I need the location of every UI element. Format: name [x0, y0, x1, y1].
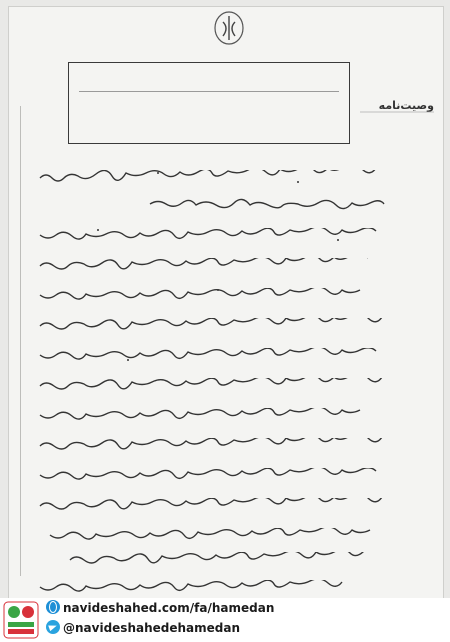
handwriting-line-9 [38, 408, 440, 422]
handwriting-line-3 [38, 228, 436, 242]
site-url[interactable] [46, 600, 274, 615]
letterhead-box [68, 62, 350, 144]
handwriting-line-1 [38, 170, 442, 184]
site-logo [2, 600, 40, 640]
site-url-text[interactable]: navideshahed.com/fa/hamedan [63, 601, 275, 615]
site-footer [0, 598, 450, 642]
handwriting-line-2 [148, 196, 438, 210]
telegram-icon [46, 620, 60, 634]
handwriting-line-8 [38, 378, 442, 392]
handwriting-line-15 [38, 580, 434, 594]
handwriting-line-6 [38, 318, 442, 332]
emblem-icon [204, 6, 254, 48]
handwriting-line-5 [38, 288, 440, 302]
margin-rule [20, 106, 21, 576]
globe-icon [46, 600, 60, 614]
handwriting-line-11 [38, 468, 442, 482]
telegram-handle[interactable] [46, 620, 240, 635]
handwriting-line-10 [38, 438, 442, 452]
letterhead-mark: وصيت‌نامه [378, 99, 434, 112]
telegram-handle-text[interactable]: @navideshahedehamedan [63, 621, 241, 635]
handwriting-line-12 [38, 498, 442, 512]
handwriting-line-7 [38, 348, 442, 362]
document-page [8, 6, 444, 606]
handwriting-line-13 [48, 528, 438, 542]
letterhead-seal [358, 94, 436, 114]
handwriting-line-4 [38, 258, 438, 272]
handwriting-line-14 [68, 552, 428, 566]
